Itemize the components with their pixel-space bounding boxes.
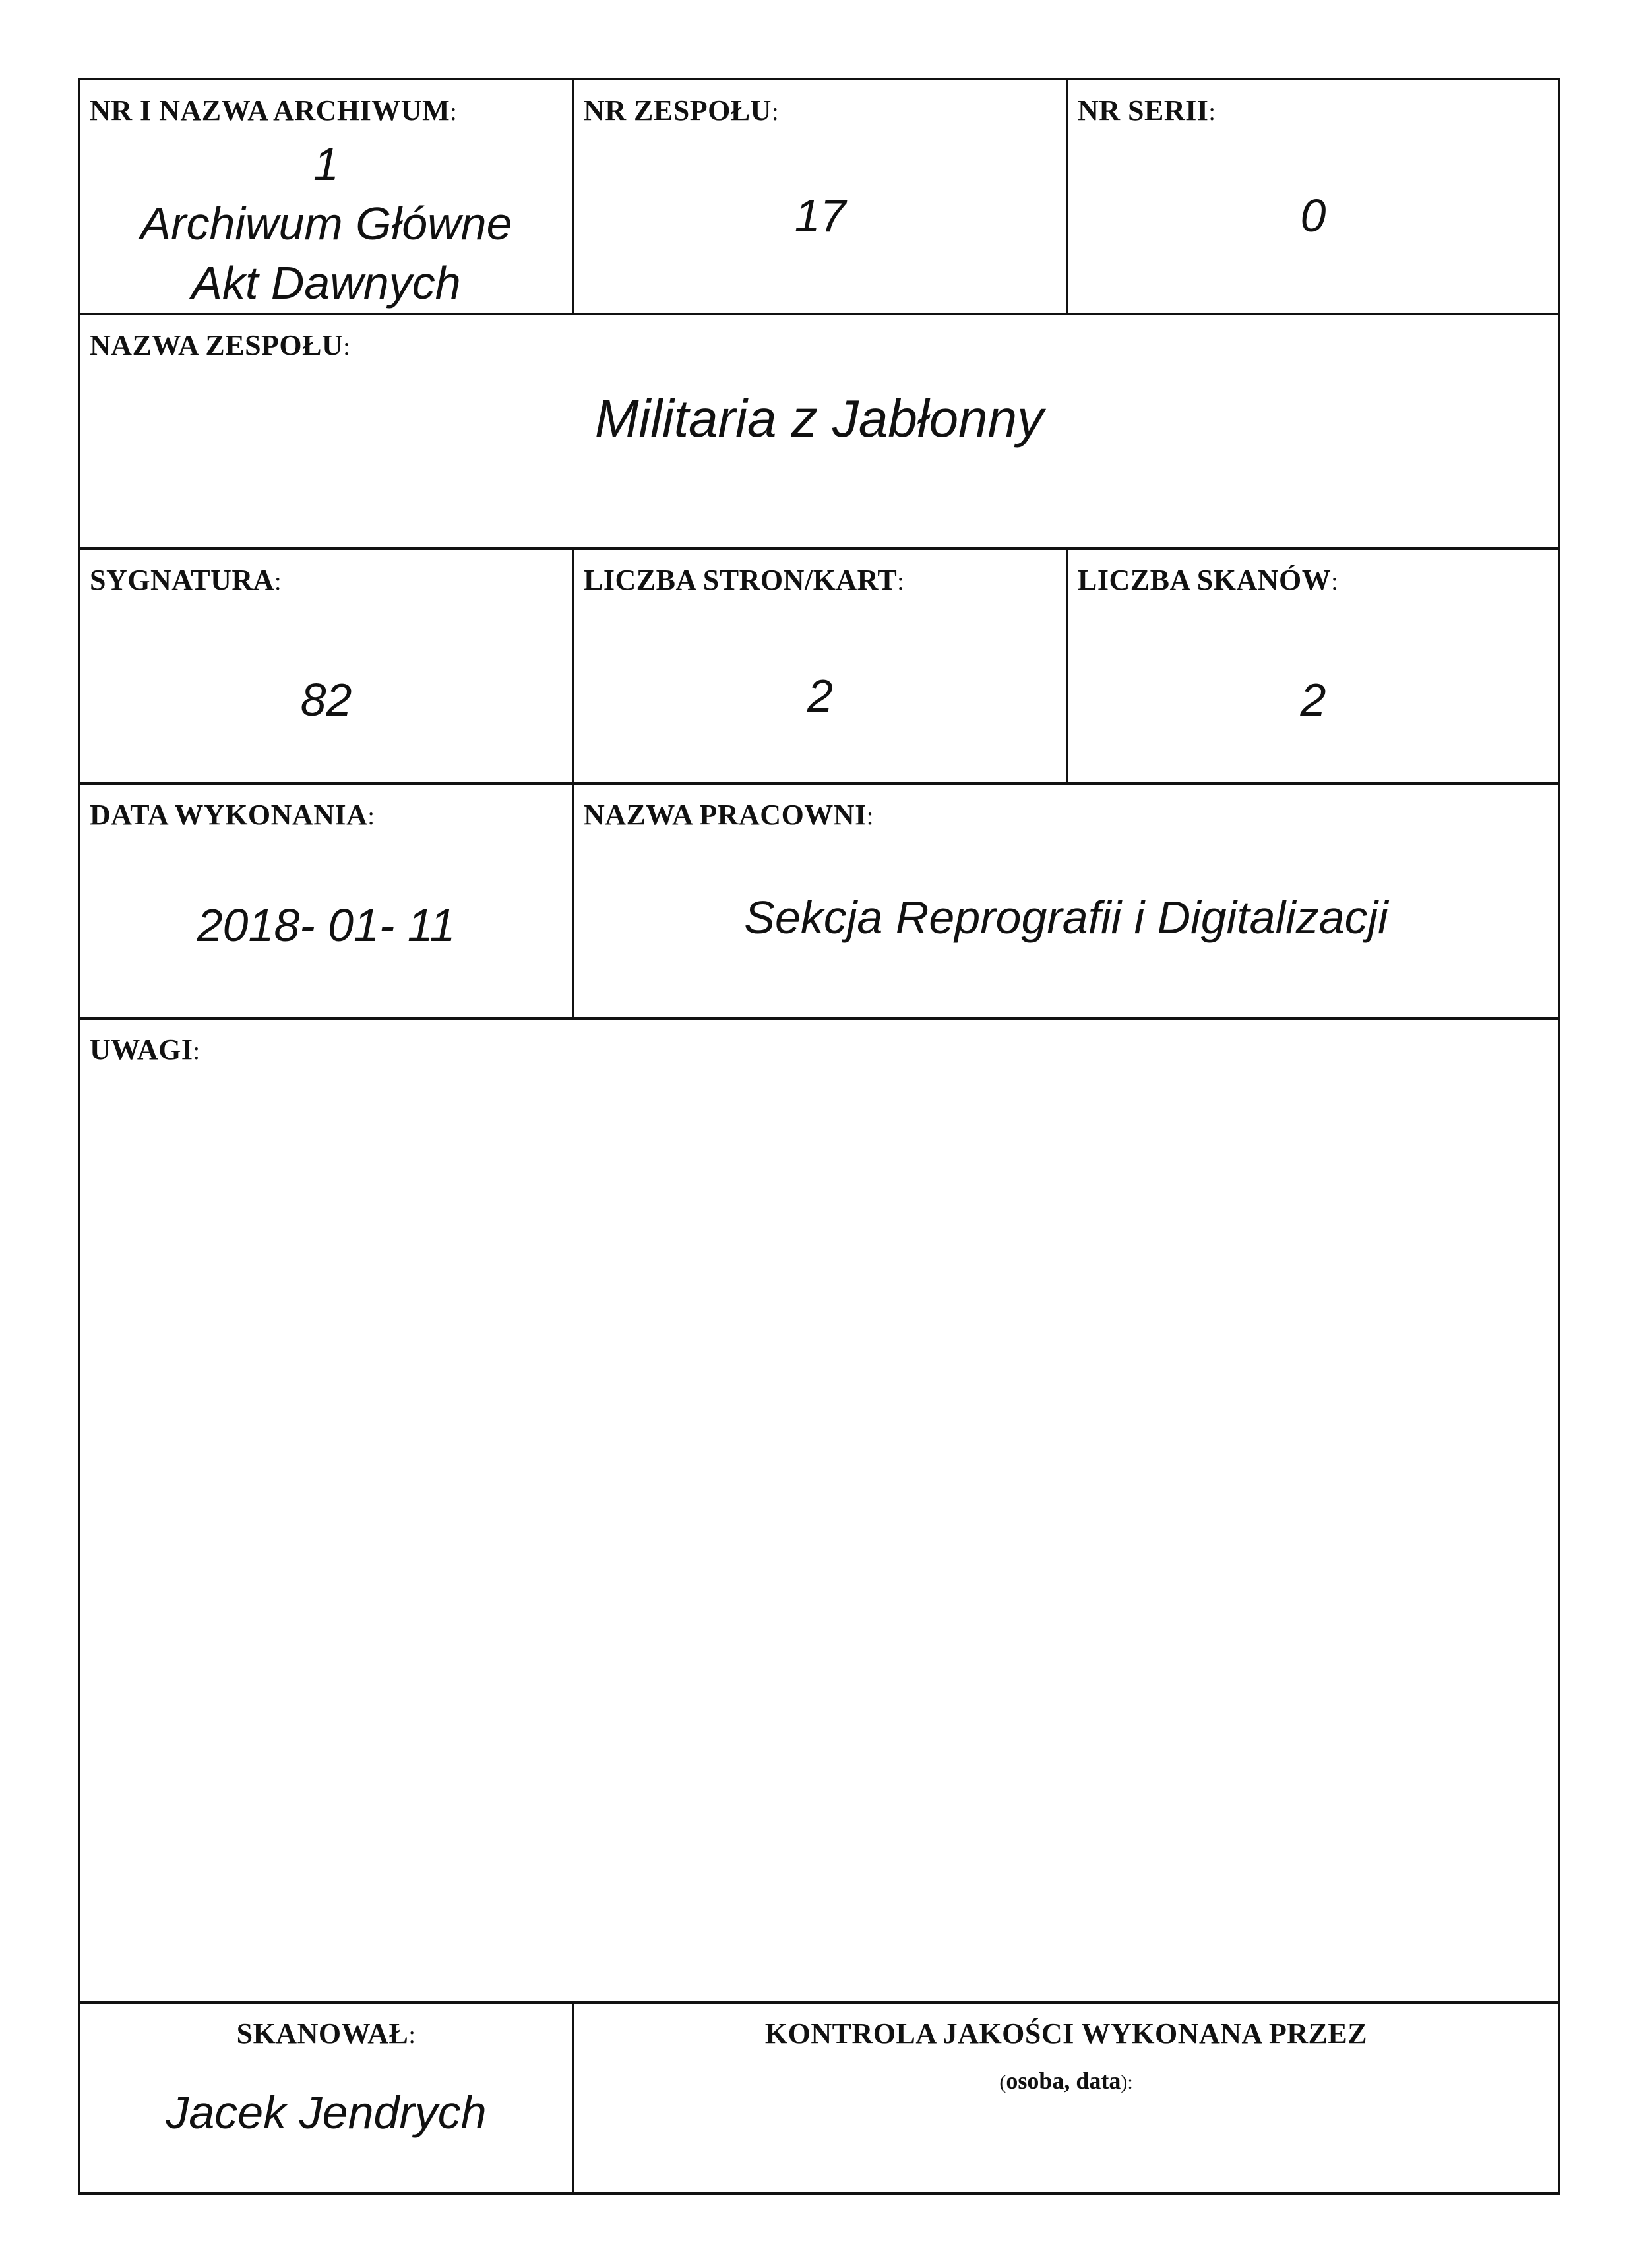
scanned-by-cell bbox=[80, 2004, 574, 2192]
series-number-value: 0 bbox=[1300, 190, 1326, 241]
fond-number-value: 17 bbox=[794, 190, 846, 241]
date-value: 2018- 01- 11 bbox=[197, 900, 456, 951]
series-number-label: NR SERII: bbox=[1078, 94, 1216, 127]
fond-name-cell bbox=[80, 315, 1558, 550]
workshop-label: NAZWA PRACOWNI: bbox=[584, 799, 874, 831]
remarks-label: UWAGI: bbox=[90, 1033, 201, 1066]
signature-label: SYGNATURA: bbox=[90, 564, 282, 596]
scanned-by-label: SKANOWAŁ: bbox=[236, 2017, 416, 2050]
fond-number-label: NR ZESPOŁU: bbox=[584, 94, 780, 127]
archive-cell bbox=[80, 80, 574, 315]
fond-name-label: NAZWA ZESPOŁU: bbox=[90, 329, 351, 361]
quality-control-label: KONTROLA JAKOŚCI WYKONANA PRZEZ bbox=[764, 2017, 1368, 2050]
scans-count-cell bbox=[1068, 550, 1558, 785]
archive-metric-form bbox=[78, 78, 1560, 2195]
pages-count-cell bbox=[574, 550, 1068, 785]
scans-count-label: LICZBA SKANÓW: bbox=[1078, 564, 1339, 596]
archive-name-line1: Archiwum Główne bbox=[140, 198, 512, 249]
signature-value: 82 bbox=[300, 674, 352, 725]
quality-control-cell bbox=[574, 2004, 1558, 2192]
pages-count-label: LICZBA STRON/KART: bbox=[584, 564, 905, 596]
scans-count-value: 2 bbox=[1300, 674, 1326, 725]
workshop-cell bbox=[574, 785, 1558, 1020]
series-number-cell bbox=[1068, 80, 1558, 315]
pages-count-value: 2 bbox=[807, 670, 833, 721]
workshop-value: Sekcja Reprografii i Digitalizacji bbox=[744, 892, 1388, 943]
archive-name-line2: Akt Dawnych bbox=[191, 257, 461, 309]
quality-control-sublabel: (osoba, data): bbox=[999, 2068, 1133, 2094]
archive-number: 1 bbox=[313, 138, 339, 190]
archive-label: NR I NAZWA ARCHIWUM: bbox=[90, 94, 458, 127]
fond-number-cell bbox=[574, 80, 1068, 315]
date-label: DATA WYKONANIA: bbox=[90, 799, 375, 831]
scanned-by-value: Jacek Jendrych bbox=[166, 2087, 487, 2138]
remarks-cell bbox=[80, 1020, 1558, 2004]
signature-cell bbox=[80, 550, 574, 785]
date-cell bbox=[80, 785, 574, 1020]
fond-name-value: Militaria z Jabłonny bbox=[594, 389, 1044, 448]
